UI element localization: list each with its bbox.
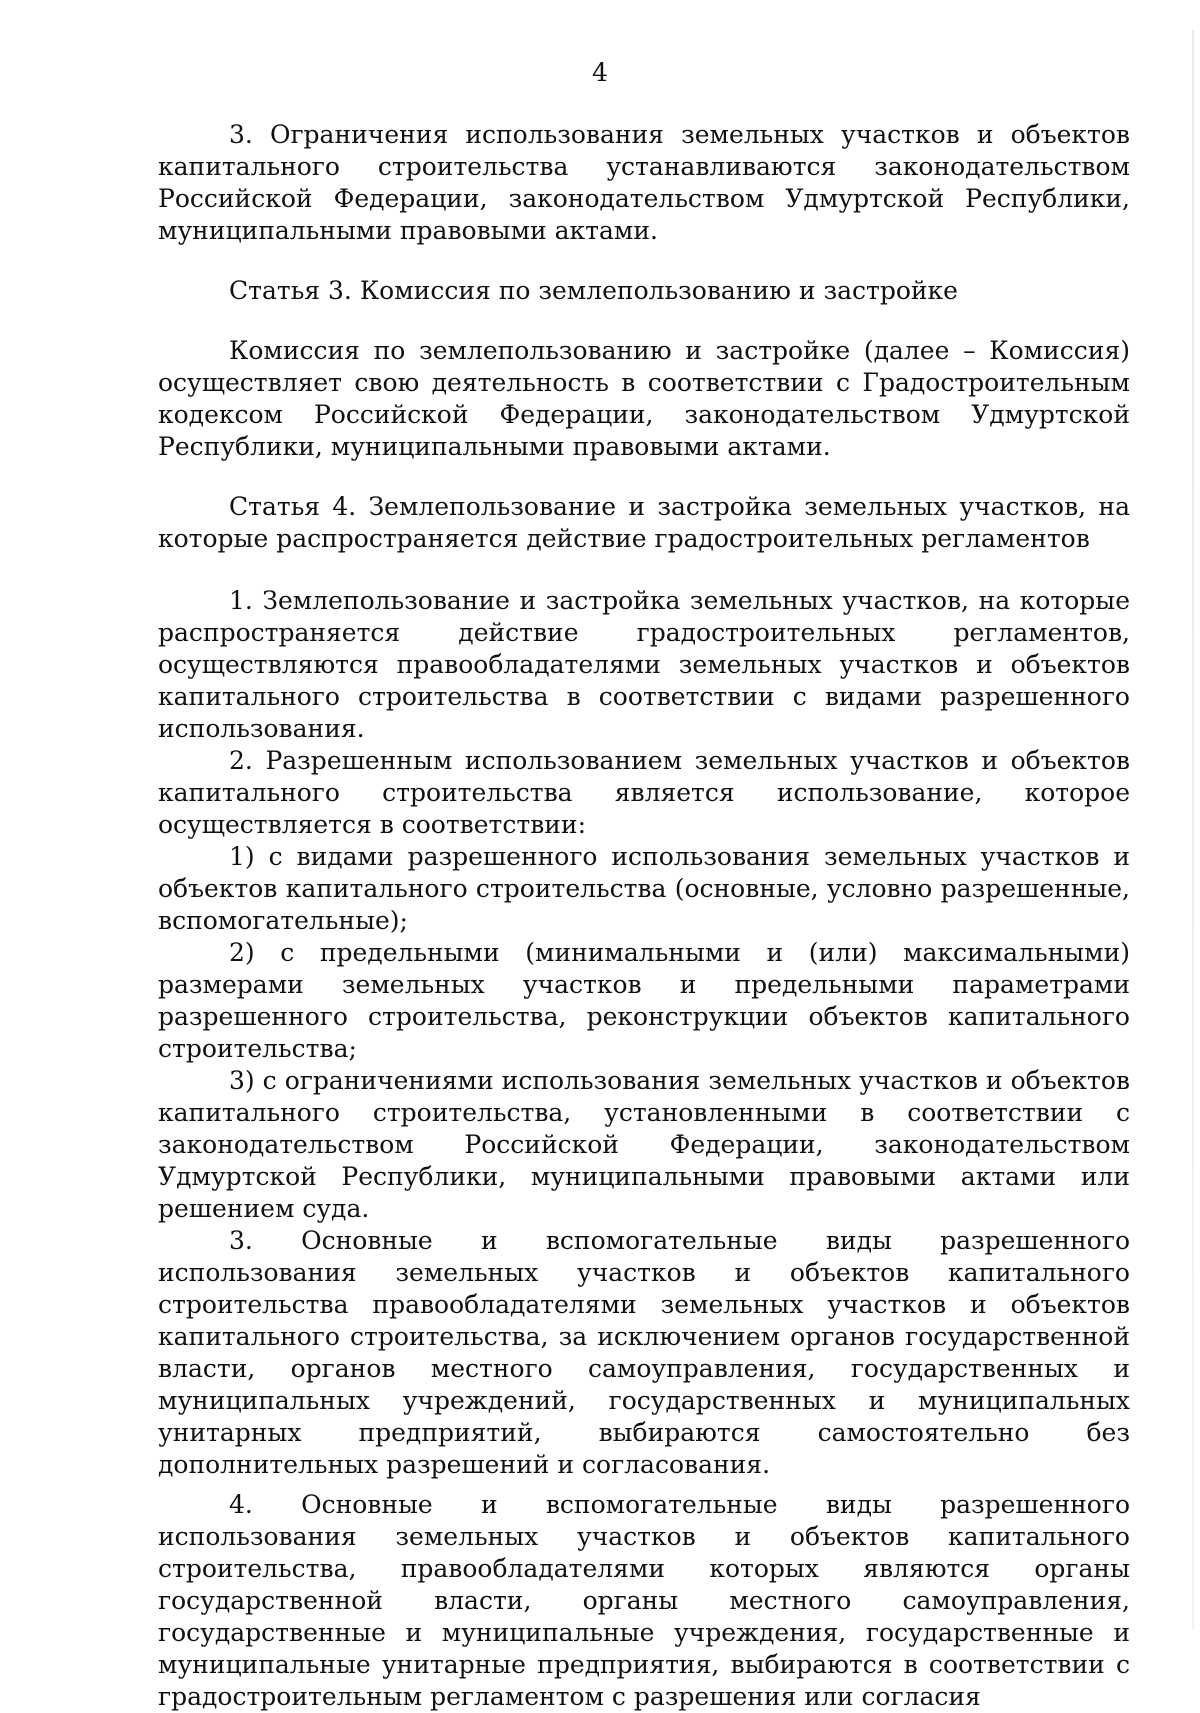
paragraph-item-4: 4. Основные и вспомогательные виды разрешенного использования земельных участков и объектов капитального строительства, правообладателями которых являются органы государственной власти, органы местного самоуправления, государственные и муниципальные учреждения, государственные и муниципальные унитарные предприятия, выбираются в соответствии с градостроительным регламентом с разрешения или согласия [158, 1490, 1130, 1711]
paragraph-subitem-2: 2) с предельными (минимальными и (или) максимальными) размерами земельных участков и предельными параметрами разрешенного строительства, реконструкции объектов капитального строительства; [158, 938, 1130, 1063]
article-3-heading: Статья 3. Комиссия по землепользованию и застройке [229, 276, 958, 305]
paragraph-restrictions: 3. Ограничения использования земельных участков и объектов капитального строительства устанавливаются законодательством Российской Федерации, законодательством Удмуртской Республики, муниципальными правовыми актами. [158, 120, 1130, 245]
page-number: 4 [592, 58, 608, 87]
paragraph-commission: Комиссия по землепользованию и застройке (далее – Комиссия) осуществляет свою деятельность в соответствии с Градостроительным кодексом Российской Федерации, законодательством Удмуртской Республики, муниципальными правовыми актами. [158, 336, 1130, 461]
article-4-heading: Статья 4. Землепользование и застройка земельных участков, на которые распространяется действие градостроительных регламентов [158, 492, 1130, 553]
scan-edge [1192, 30, 1194, 1630]
spacer [158, 247, 1130, 275]
spacer [158, 555, 1130, 585]
paragraph-item-3: 3. Основные и вспомогательные виды разрешенного использования земельных участков и объектов капитального строительства правообладателями земельных участков и объектов капитального строительства, за исключением органов государственной власти, органов местного самоуправления, государственных и муниципальных учреждений, государственных и муниципальных унитарных предприятий, выбираются самостоятельно без дополнительных разрешений и согласования. [158, 1226, 1130, 1479]
paragraph-item-2: 2. Разрешенным использованием земельных участков и объектов капитального строительства является использование, которое осуществляется в соответствии: [158, 746, 1130, 839]
spacer [158, 1481, 1130, 1489]
document-body [158, 119, 1130, 1713]
paragraph-subitem-1: 1) с видами разрешенного использования земельных участков и объектов капитального строительства (основные, условно разрешенные, вспомогательные); [158, 842, 1130, 935]
spacer [158, 307, 1130, 335]
spacer [158, 463, 1130, 491]
paragraph-subitem-3: 3) с ограничениями использования земельных участков и объектов капитального строительства, установленными в соответствии с законодательством Российской Федерации, законодательством Удмуртской Республики, муниципальными правовыми актами или решением суда. [158, 1066, 1130, 1223]
paragraph-item-1: 1. Землепользование и застройка земельных участков, на которые распространяется действие градостроительных регламентов, осуществляются правообладателями земельных участков и объектов капитального строительства в соответствии с видами разрешенного использования. [158, 586, 1130, 743]
